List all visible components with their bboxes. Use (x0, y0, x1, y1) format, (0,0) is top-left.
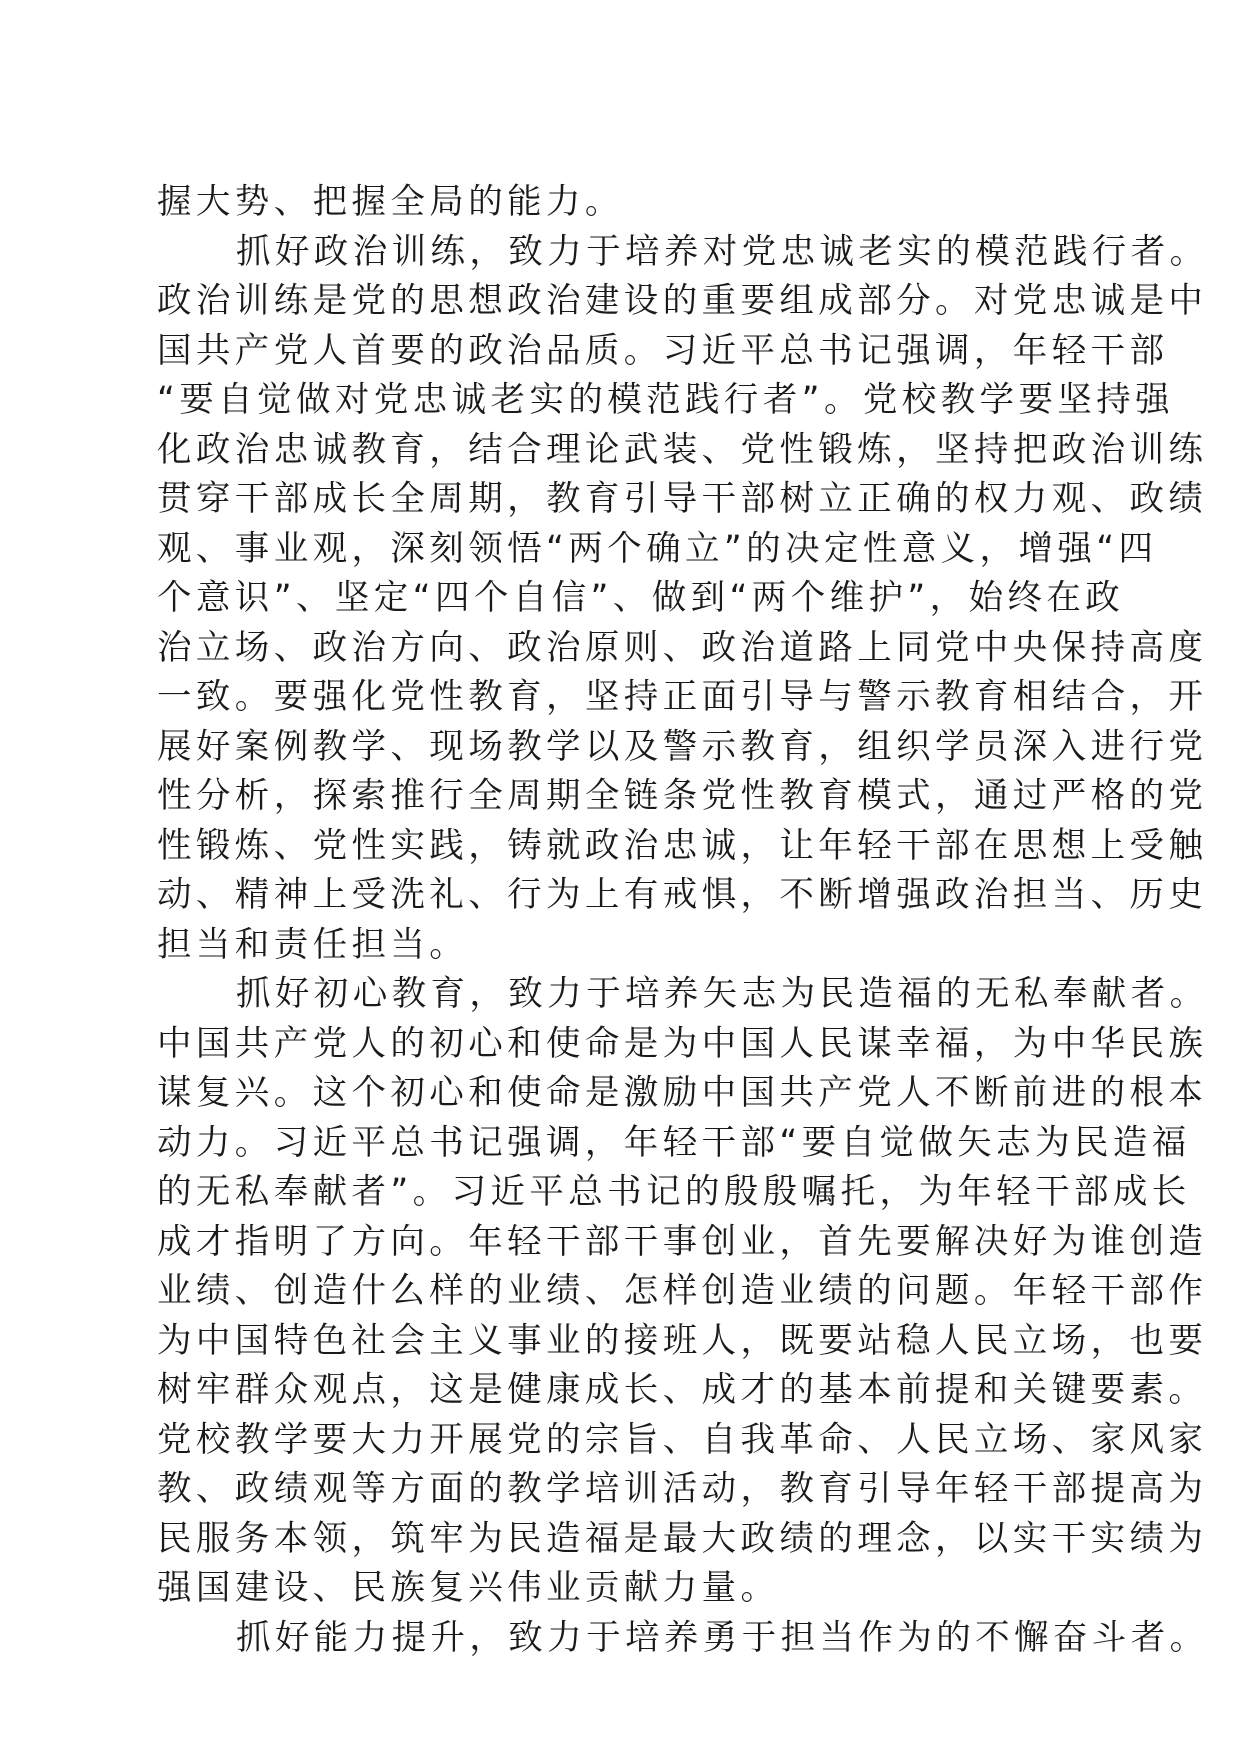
text-line: 动、精神上受洗礼、行为上有戒惧，不断增强政治担当、历史 (157, 875, 1208, 915)
text-line: 化政治忠诚教育，结合理论武装、党性锻炼，坚持把政治训练 (157, 429, 1208, 470)
text-line: 动力。习近平总书记强调，年轻干部“要自觉做矢志为民造福 (157, 1122, 1191, 1163)
text-line: 党校教学要大力开展党的宗旨、自我革命、人民立场、家风家 (157, 1419, 1208, 1460)
text-line: “要自觉做对党忠诚老实的模范践行者”。党校教学要坚持强 (157, 380, 1175, 420)
text-line: 握大势、把握全局的能力。 (157, 182, 624, 222)
text-line: 政治训练是党的思想政治建设的重要组成部分。对党忠诚是中 (157, 281, 1208, 321)
text-line: 贯穿干部成长全周期，教育引导干部树立正确的权力观、政绩 (157, 479, 1208, 519)
text-line: 性分析，探索推行全周期全链条党性教育模式，通过严格的党 (157, 776, 1208, 816)
text-line: 谋复兴。这个初心和使命是激励中国共产党人不断前进的根本 (157, 1073, 1208, 1113)
text-line: 一致。要强化党性教育，坚持正面引导与警示教育相结合，开 (157, 677, 1208, 717)
paragraph-heading-political-training: 抓好政治训练，致力于培养对党忠诚老实的模范践行者。 (236, 231, 1209, 272)
paragraph-heading-capability: 抓好能力提升，致力于培养勇于担当作为的不懈奋斗者。 (236, 1617, 1209, 1658)
text-line: 个意识”、坚定“四个自信”、做到“两个维护”，始终在政 (157, 578, 1125, 618)
text-line: 民服务本领，筑牢为民造福是最大政绩的理念，以实干实绩为 (157, 1518, 1208, 1559)
body-text (157, 178, 1209, 1663)
text-line: 国共产党人首要的政治品质。习近平总书记强调，年轻干部 (157, 330, 1169, 371)
text-line: 中国共产党人的初心和使命是为中国人民谋幸福，为中华民族 (157, 1023, 1208, 1064)
paragraph-heading-original-aspiration: 抓好初心教育，致力于培养矢志为民造福的无私奉献者。 (236, 974, 1209, 1014)
text-line: 强国建设、民族复兴伟业贡献力量。 (157, 1568, 780, 1608)
text-line: 成才指明了方向。年轻干部干事创业，首先要解决好为谁创造 (157, 1221, 1208, 1262)
text-line: 教、政绩观等方面的教学培训活动，教育引导年轻干部提高为 (157, 1469, 1208, 1509)
text-line: 担当和责任担当。 (157, 924, 469, 965)
text-line: 性锻炼、党性实践，铸就政治忠诚，让年轻干部在思想上受触 (157, 825, 1208, 866)
text-line: 展好案例教学、现场教学以及警示教育，组织学员深入进行党 (157, 726, 1208, 767)
text-line: 树牢群众观点，这是健康成长、成才的基本前提和关键要素。 (157, 1370, 1208, 1410)
text-line: 业绩、创造什么样的业绩、怎样创造业绩的问题。年轻干部作 (157, 1271, 1208, 1311)
text-line: 治立场、政治方向、政治原则、政治道路上同党中央保持高度 (157, 627, 1208, 668)
text-line: 为中国特色社会主义事业的接班人，既要站稳人民立场，也要 (157, 1320, 1208, 1361)
text-line: 的无私奉献者”。习近平总书记的殷殷嘱托，为年轻干部成长 (157, 1172, 1191, 1212)
text-line: 观、事业观，深刻领悟“两个确立”的决定性意义，增强“四 (157, 528, 1158, 569)
